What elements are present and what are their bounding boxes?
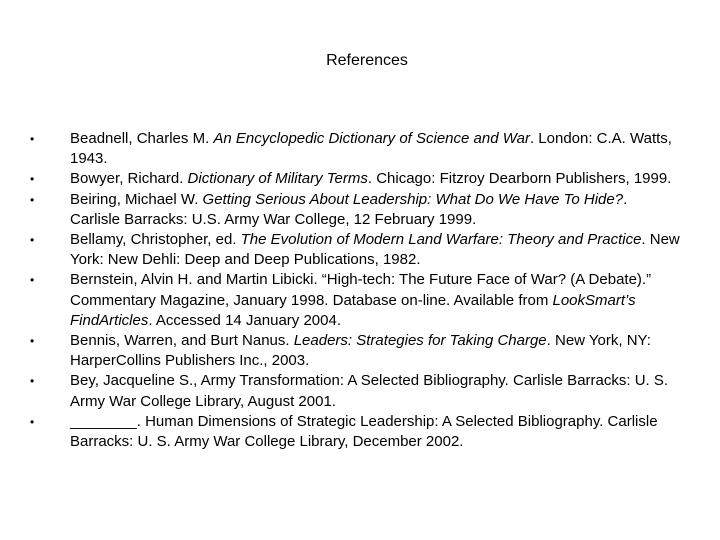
- reference-title: Dictionary of Military Terms: [187, 170, 368, 188]
- reference-text: . Accessed 14 January 2004.: [148, 311, 341, 329]
- reference-list: [30, 129, 680, 452]
- bullet-icon: •: [30, 273, 35, 288]
- reference-text: . New York, NY: HarperCollins Publishers Inc., 2003.: [70, 332, 651, 370]
- reference-item: [30, 331, 680, 371]
- reference-item: [30, 371, 680, 411]
- reference-item: [30, 230, 680, 270]
- reference-title: Leaders: Strategies for Taking Charge: [293, 332, 547, 350]
- reference-text: . London: C.A. Watts, 1943.: [70, 130, 672, 168]
- reference-text: ________. Human Dimensions of Strategic Leadership: A Selected Bibliography. Carlisle Barracks: U. S. Army War College Library, December 2002.: [70, 412, 658, 451]
- bullet-icon: •: [30, 192, 35, 207]
- reference-title: The Evolution of Modern Land Warfare: Theory and Practice: [240, 231, 642, 249]
- bullet-icon: •: [30, 334, 35, 349]
- bullet-icon: •: [30, 172, 35, 187]
- bullet-icon: •: [30, 414, 35, 429]
- reference-item: [30, 270, 680, 331]
- reference-text: . Carlisle Barracks: U.S. Army War College, 12 February 1999.: [70, 190, 628, 228]
- reference-text: Beadnell, Charles M.: [70, 130, 214, 147]
- reference-title: An Encyclopedic Dictionary of Science and War: [213, 130, 530, 147]
- reference-text: . New York: New Dehli: Deep and Deep Publications, 1982.: [70, 231, 680, 269]
- reference-item: [30, 190, 680, 230]
- bullet-icon: •: [30, 374, 35, 389]
- reference-item: [30, 169, 680, 189]
- reference-text: Beiring, Michael W.: [70, 190, 203, 208]
- reference-title: LookSmart’s FindArticles: [70, 291, 636, 329]
- bullet-icon: •: [30, 233, 35, 248]
- reference-text: Bellamy, Christopher, ed.: [70, 231, 241, 249]
- bullet-icon: •: [30, 132, 35, 146]
- reference-text: Bey, Jacqueline S., Army Transformation: A Selected Bibliography. Carlisle Barracks: U. S. Army War College Library, August 2001.: [70, 372, 669, 410]
- page-title: References: [326, 52, 408, 69]
- reference-text: Bernstein, Alvin H. and Martin Libicki. “High-tech: The Future Face of War? (A Debate).” Commentary Magazine, January 1998. Database on-line. Available from: [70, 271, 652, 309]
- reference-item: [30, 412, 680, 452]
- reference-text: Bennis, Warren, and Burt Nanus.: [70, 332, 294, 350]
- reference-item: [30, 129, 680, 169]
- reference-text: . Chicago: Fitzroy Dearborn Publishers, 1999.: [367, 170, 672, 188]
- reference-title: Getting Serious About Leadership: What Do We Have To Hide?: [202, 190, 624, 208]
- reference-text: Bowyer, Richard.: [70, 170, 188, 188]
